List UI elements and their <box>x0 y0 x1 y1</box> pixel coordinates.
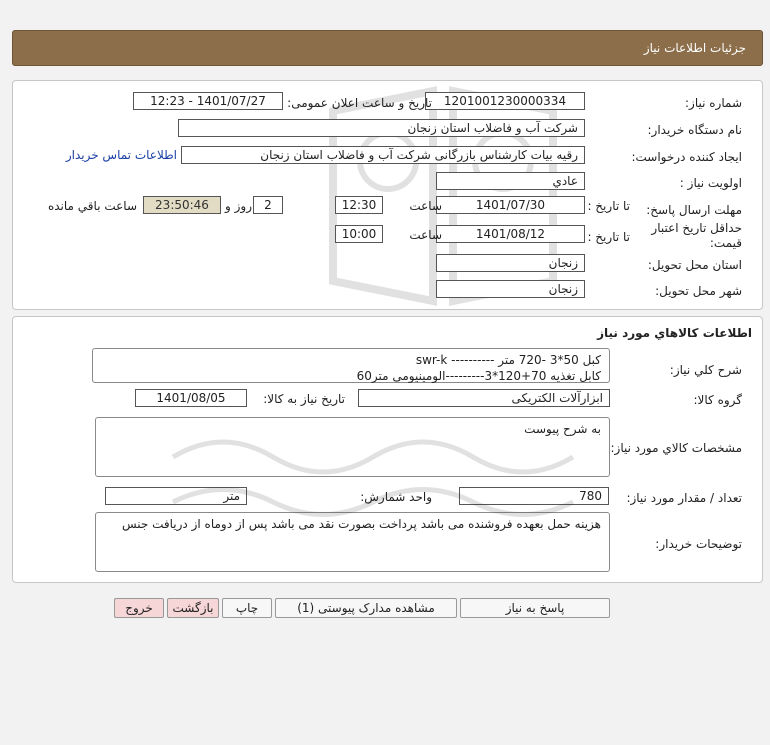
priority-label: اولویت نیاز : <box>679 176 742 190</box>
creator-label: ایجاد کننده درخواست: <box>631 150 742 164</box>
province-field: زنجان <box>436 254 585 272</box>
remaining-time-label: ساعت باقي مانده <box>47 199 137 213</box>
city-label: شهر محل تحویل: <box>655 284 742 298</box>
page-header <box>12 30 763 66</box>
qty-field: 780 <box>459 487 609 505</box>
validity-to-date-label: تا تاریخ : <box>587 230 630 244</box>
province-label: استان محل تحویل: <box>647 258 742 272</box>
buyer-org-label: نام دستگاه خریدار: <box>647 123 742 137</box>
validity-time-field: 10:00 <box>335 225 383 243</box>
announce-field: 1401/07/27 - 12:23 <box>133 92 283 110</box>
print-button[interactable]: چاپ <box>222 598 272 618</box>
unit-field: متر <box>105 487 247 505</box>
desc-field: هزینه حمل بعهده فروشنده می باشد پرداخت بصورت نقد می باشد پس از دوماه از دریافت جنس <box>95 512 610 572</box>
need-info-panel <box>12 80 763 310</box>
specs-label: مشخصات کالاي مورد نياز: <box>610 441 742 455</box>
need-number-field: 1201001230000334 <box>425 92 585 110</box>
goods-panel <box>12 316 763 583</box>
city-field: زنجان <box>436 280 585 298</box>
deadline-to-date-label: تا تاریخ : <box>587 199 630 213</box>
back-button[interactable]: بازگشت <box>167 598 219 618</box>
unit-label: واحد شمارش: <box>360 490 432 504</box>
deadline-time-label: ساعت <box>409 199 442 213</box>
page-title: جزئیات اطلاعات نیاز <box>643 41 746 55</box>
validity-date-field: 1401/08/12 <box>436 225 585 243</box>
creator-field: رقیه بیات کارشناس بازرگانی شرکت آب و فاضلاب استان زنجان <box>181 146 585 164</box>
group-field: ابزارآلات الکتریکی <box>358 389 610 407</box>
buyer-org-field: شرکت آب و فاضلاب استان زنجان <box>178 119 585 137</box>
need-number-label: شماره نیاز: <box>685 96 742 110</box>
need-date-field: 1401/08/05 <box>135 389 247 407</box>
group-label: گروه کالا: <box>693 393 742 407</box>
buyer-contact-link[interactable]: اطلاعات تماس خریدار <box>65 148 177 162</box>
remaining-days-field: 2 <box>253 196 283 214</box>
summary-line-1: کبل 50*3 -720 متر ---------- swr-k <box>415 353 601 367</box>
summary-line-2: کابل تغذیه 70+120*3---------الومینیومی متر60 <box>356 369 601 383</box>
remaining-time-field: 23:50:46 <box>143 196 221 214</box>
priority-field: عادي <box>436 172 585 190</box>
remaining-days-label: روز و <box>225 199 252 213</box>
exit-button[interactable]: خروج <box>114 598 164 618</box>
validity-time-label: ساعت <box>409 228 442 242</box>
deadline-label: مهلت ارسال پاسخ: <box>646 203 742 217</box>
deadline-date-field: 1401/07/30 <box>436 196 585 214</box>
announce-label: تاریخ و ساعت اعلان عمومی: <box>287 96 432 110</box>
desc-label: توضیحات خریدار: <box>655 537 742 551</box>
validity-label-line2: قیمت: <box>709 236 742 250</box>
deadline-time-field: 12:30 <box>335 196 383 214</box>
specs-field: به شرح پیوست <box>95 417 610 477</box>
goods-section-title: اطلاعات کالاهاي مورد نياز <box>597 326 752 340</box>
summary-label: شرح کلي نياز: <box>669 363 742 377</box>
attachments-button[interactable]: مشاهده مدارک پیوستی (1) <box>275 598 457 618</box>
summary-field <box>92 348 610 383</box>
reply-button[interactable]: پاسخ به نیاز <box>460 598 610 618</box>
need-date-label: تاریخ نیاز به کالا: <box>263 392 345 406</box>
qty-label: تعداد / مقدار مورد نیاز: <box>626 491 742 505</box>
validity-label-line1: حداقل تاریخ اعتبار <box>651 221 742 235</box>
